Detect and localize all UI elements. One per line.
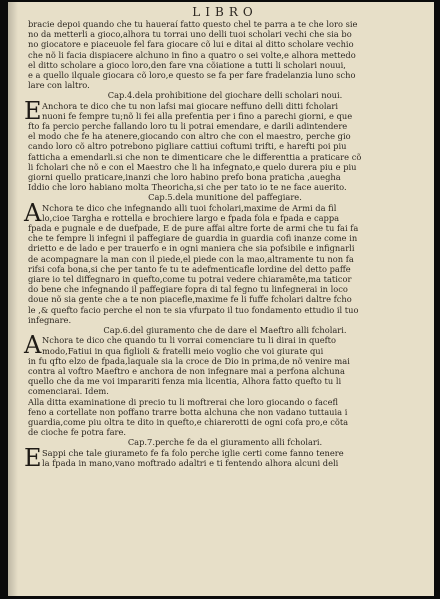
text-line: che te fempre li infegni il paffegiare de guardia in guardia cofi inanze come in bbox=[28, 233, 358, 244]
text-line: el ditto scholare a gioco loro,den fare vna cõiatione a tutti li scholari nouui, bbox=[28, 59, 346, 70]
text-line: doue nõ sia gente che a te non piacefle,maxime fe li fuffe fcholari daltre fcho bbox=[28, 294, 352, 305]
text-line: li fcholari che nõ e con el Maestro che li ha infegnato,e quelo durera piu e piu bbox=[28, 161, 357, 172]
chapter-heading: Cap.4.dela prohibitione del giochare delli scholari noui. bbox=[107, 90, 343, 101]
text-paragraph bbox=[28, 19, 422, 90]
drop-initial: A bbox=[24, 331, 42, 360]
text-line: lare con laltro. bbox=[28, 80, 90, 91]
text-line: do bene che infegnando il paffegiare fopra di tal fegno tu linfegnerai in loco bbox=[28, 284, 348, 295]
text-line: la fpada in mano,vano moftrado adaltri e ti fentendo alhora alcuni deli bbox=[42, 457, 339, 468]
chapter-heading: Cap.5.dela munitione del paffegiare. bbox=[148, 192, 302, 203]
text-line: no da metterli a gioco,alhora tu torrai uno delli tuoi scholari vechi che sia bo bbox=[28, 29, 352, 40]
text-line: Iddio che loro habiano molta Theoricha,si che per tato io te ne face auerito. bbox=[28, 182, 347, 193]
text-line: de cioche fe potra fare. bbox=[28, 427, 127, 438]
text-line: quello che da me voi imparariti fenza mia licentia, Alhora fatto quefto tu li bbox=[28, 376, 342, 387]
text-line: no giocatore e piaceuole fel fara giocare cõ lui e ditai al ditto scholare vechio bbox=[28, 39, 354, 50]
text-line: rifsi cofa bona,si che per tanto fe tu te adefmenticafle lordine del detto paffe bbox=[28, 263, 351, 274]
text-line: fatticha a emendarli.si che non te dimenticare che le differenttia a praticare cõ bbox=[28, 151, 362, 162]
text-line: Anchora te dico che tu non lafsi mai giocare neffuno delli ditti fcholari bbox=[42, 100, 339, 111]
text-line: le ,& quefto facio perche el non te sia vfurpato il tuo fondamento ettudio il tuo bbox=[28, 304, 359, 315]
text-line: Nchora te dico che infegnando alli tuoi fcholari,maxime de Armi da fil bbox=[42, 202, 337, 213]
text-line: de acompagnare la man con il piede,el piede con la mao,altramente tu non fa bbox=[28, 253, 354, 264]
text-line: feno a cortellate non poffano trarre botta alchuna che non vadano tuttauia i bbox=[28, 406, 348, 417]
text-paragraph bbox=[28, 397, 422, 438]
chapter-paragraph bbox=[24, 443, 422, 472]
text-line: Nchora te dico che quando tu li vorrai comenciare tu li dirai in quefto bbox=[42, 335, 337, 346]
chapter-heading: Cap.7.perche fe da el giuramento alli fcholari. bbox=[127, 437, 323, 448]
chapter-heading: Cap.6.del giuramento che de dare el Maeftro alli fcholari. bbox=[103, 325, 347, 336]
page-body bbox=[24, 19, 422, 472]
book-page bbox=[8, 2, 434, 596]
drop-initial: E bbox=[24, 96, 42, 125]
text-line: nuoni fe fempre tu;nõ li fei alla prefentia per i fino a parechi giorni, e que bbox=[42, 110, 353, 121]
text-line: infegnare. bbox=[28, 314, 72, 325]
text-line: in fu qfto elzo de fpada,laquale sia la croce de Dio in prima,de nõ venire mai bbox=[28, 355, 350, 366]
text-line: modo,Fatiui in qua figlioli & fratelli meio voglio che voi giurate qui bbox=[42, 345, 324, 356]
text-line: el modo che fe ha atenere,giocando con altro che con el maestro, perche gio bbox=[28, 131, 351, 142]
text-line: drietto e de lado e per trauerfo e in ogni maniera che sia pofsibile e infignarli bbox=[28, 243, 355, 254]
text-line: fpada e pugnale e de duefpade, E de pure affai altre forte de armi che tu fai fa bbox=[28, 223, 359, 234]
chapter-paragraph bbox=[24, 96, 422, 193]
text-line: lo,cioe Targha e rottella e brochiere largo e fpada fola e fpada e cappa bbox=[42, 212, 340, 223]
chapter-paragraph bbox=[24, 198, 422, 325]
text-line: Alla ditta examinatione di precio tu li moftrerai che loro giocando o facefl bbox=[28, 396, 339, 407]
running-header: LIBRO bbox=[192, 5, 258, 19]
drop-initial: E bbox=[24, 443, 42, 472]
text-line: Sappi che tale giurameto fe fa folo perche iglie certi come fanno tenere bbox=[42, 447, 344, 458]
drop-initial: A bbox=[24, 198, 42, 227]
text-line: cando loro cõ altro potrebono pigliare cattiui coftumi trifti, e harefti poi piu bbox=[28, 141, 347, 152]
text-line: giare io tel diffegnaro in quefto,come tu potrai vedere chiaramête,ma taticor bbox=[28, 274, 352, 285]
text-line: guardia,come piu oltra te dito in quefto,e chiarerotti de ogni cofa pro,e cõta bbox=[28, 416, 349, 427]
text-line: contra al voftro Maeftro e anchora de non infegnare mai a perfona alchuna bbox=[28, 365, 345, 376]
chapter-paragraph bbox=[24, 331, 422, 397]
text-line: e a quello ilquale giocara cõ loro,e questo se fa per fare fradelanzia luno scho bbox=[28, 70, 356, 81]
text-line: comenciarai. Idem. bbox=[28, 386, 109, 397]
text-line: che nõ li facia dispiacere alchuno in fino a quatro o sei volte,e alhora mettedo bbox=[28, 49, 356, 60]
text-line: bracie depoi quando che tu haueraí fatto questo chel te parra a te che loro sie bbox=[28, 19, 358, 29]
text-line: fto fa percio perche fallando loro tu li potrai emendare, e darili adintendere bbox=[28, 121, 348, 132]
text-line: giorni quello praticare,inanzi che loro habino prefo bona praticha ,auegha bbox=[28, 172, 341, 183]
